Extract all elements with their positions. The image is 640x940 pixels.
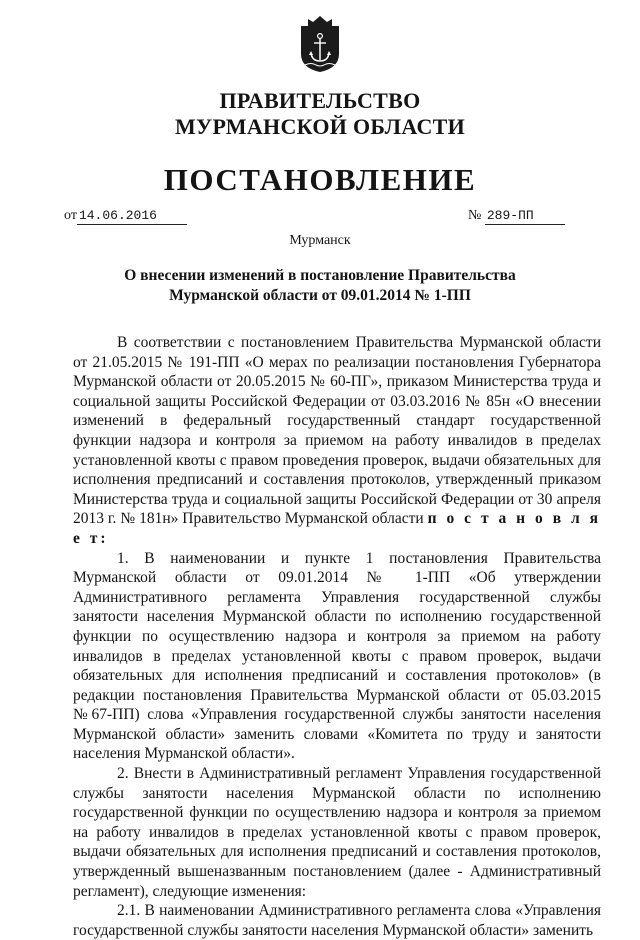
date-value: 14.06.2016: [77, 208, 187, 225]
paragraph-item-2: 2. Внести в Административный регламент Управления государственной службы занятости населения Мурманской области по исполнению государственной функции по осуществлению надзора и контроля за приемом на работу инвалидов в пределах установленной квоты с правом проверок, выдачи обязательных для исполнения предписаний и составления протоколов, утвержденный вышеназванным постановлением (далее - Административный регламент), следующие изменения:: [73, 765, 601, 900]
paragraph-item-2-1: 2.1. В наименовании Административного регламента слова «Управления государственной службы занятости населения Мурманской области» заменить: [73, 902, 601, 939]
organization-name-line-2: МУРМАНСКОЙ ОБЛАСТИ: [174, 114, 466, 139]
preamble-text: В соответствии с постановлением Правительства Мурманской области от 21.05.2015 № 191-ПП «О мерах по реализации постановления Губернатора Мурманской области от 20.05.2015 № 60-ПГ», приказом Министерства труда и социальной защиты Российской Федерации от 03.03.2016 № 85н «О внесении изменений в федеральный государственный стандарт государственной функции надзора и контроля за приемом на работу инвалидов в пределах установленной квоты с правом проведения проверок, выдачи обязательных для исполнения предписаний и составления протоколов, утвержденный приказом Министерства труда и социальной защиты Российской Федерации от 30 апреля 2013 г. № 181н» Правительство Мурманской области: [73, 334, 601, 528]
number-value: 289-ПП: [485, 208, 565, 225]
organization-name-line-1: ПРАВИТЕЛЬСТВО: [219, 88, 421, 113]
preamble-keyword: п о с т а н о в л я е т:: [73, 510, 602, 547]
document-type-heading: ПОСТАНОВЛЕНИЕ: [163, 162, 477, 197]
paragraph-item-1: 1. В наименовании и пункте 1 постановления Правительства Мурманской области от 09.01.2014 № 1-ПП «Об утверждении Административного регламента Управления государственной службы занятости населения Мурманской области по исполнению государственной функции по осуществлению надзора и контроля за приемом на работу инвалидов в пределах установленной квоты с правом проверок, выдачи обязательных для исполнения предписаний и составления протоколов» (в редакции постановления Правительства Мурманской области от 05.03.2015 №67-ПП) слова «Управления государственной службы занятости населения Мурманской области» заменить словами «Комитета по труду и занятости населения Мурманской области».: [73, 549, 601, 763]
number-prefix: №: [468, 208, 482, 223]
date-prefix: от: [64, 208, 77, 223]
document-date: [64, 207, 187, 225]
murmansk-coat-of-arms-icon: [299, 14, 341, 74]
document-title: О внесении изменений в постановление Правительства Мурманской области от 09.01.2014 № 1-ПП: [124, 267, 516, 304]
document-number: [468, 207, 565, 225]
preamble-paragraph: [73, 333, 601, 549]
document-body: [73, 333, 601, 940]
city-name: Мурманск: [289, 233, 351, 248]
